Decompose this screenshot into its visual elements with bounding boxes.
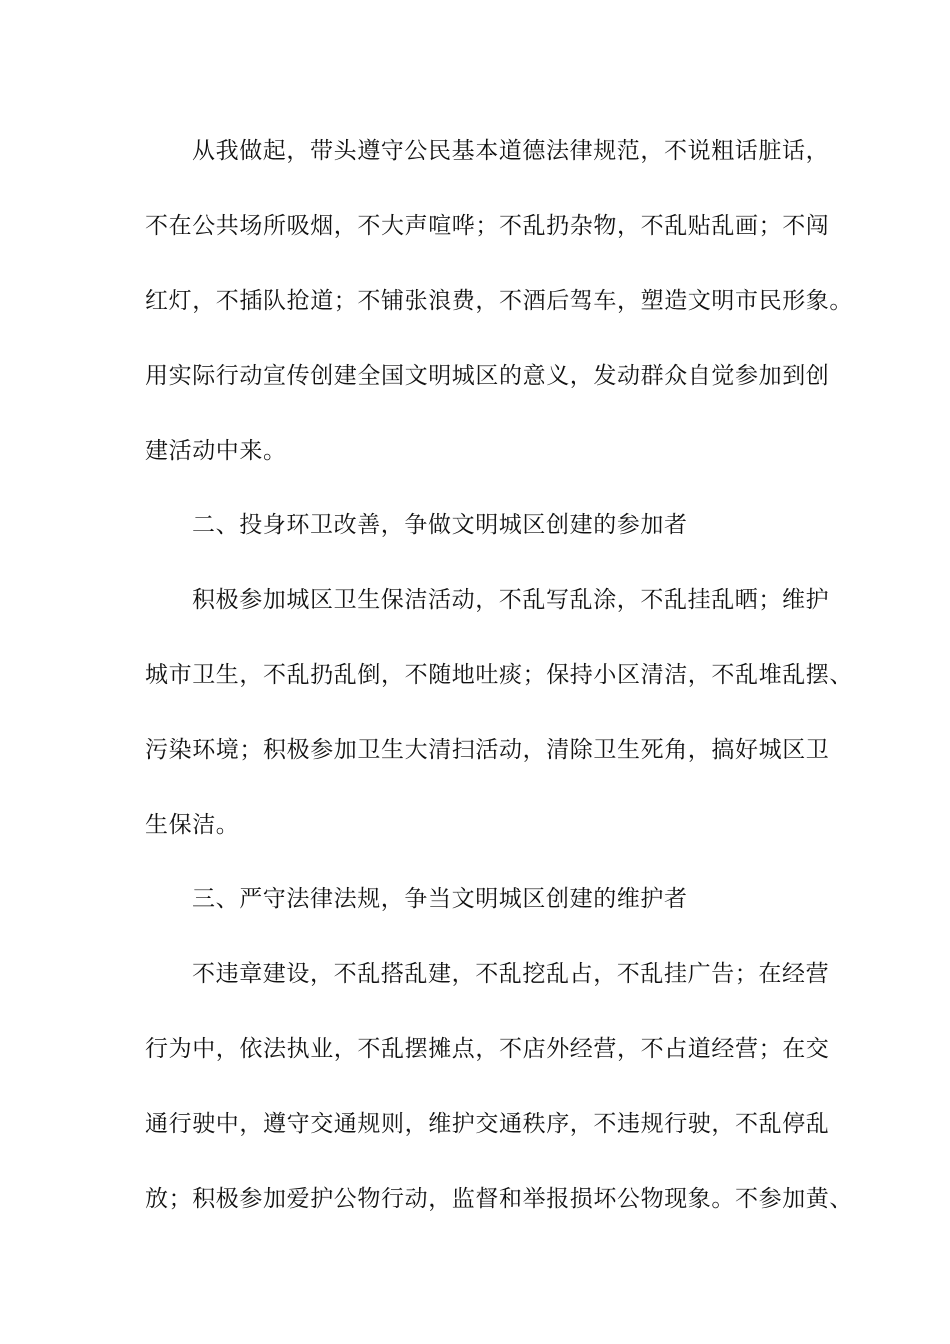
- paragraph-1-line-2: 不在公共场所吸烟，不大声喧哗；不乱扔杂物，不乱贴乱画；不闯: [145, 213, 830, 239]
- section-heading-2: 二、投身环卫改善，争做文明城区创建的参加者: [192, 512, 688, 538]
- paragraph-2-line-1: 积极参加城区卫生保洁活动，不乱写乱涂，不乱挂乱晒；维护: [192, 587, 830, 613]
- paragraph-3-line-3: 通行驶中，遵守交通规则，维护交通秩序，不违规行驶，不乱停乱: [145, 1111, 830, 1137]
- paragraph-1-line-1: 从我做起，带头遵守公民基本道德法律规范，不说粗话脏话，: [192, 138, 830, 164]
- section-heading-3: 三、严守法律法规，争当文明城区创建的维护者: [192, 886, 688, 912]
- paragraph-2-line-4: 生保洁。: [145, 812, 240, 838]
- paragraph-1-line-4: 用实际行动宣传创建全国文明城区的意义，发动群众自觉参加到创: [145, 363, 830, 389]
- paragraph-3-line-4: 放；积极参加爱护公物行动，监督和举报损坏公物现象。不参加黄、: [145, 1186, 853, 1212]
- paragraph-3-line-2: 行为中，依法执业，不乱摆摊点，不店外经营，不占道经营；在交: [145, 1036, 830, 1062]
- paragraph-2-line-3: 污染环境；积极参加卫生大清扫活动，清除卫生死角，搞好城区卫: [145, 737, 830, 763]
- paragraph-2-line-2: 城市卫生，不乱扔乱倒，不随地吐痰；保持小区清洁，不乱堆乱摆、: [145, 662, 853, 688]
- paragraph-1-line-3: 红灯，不插队抢道；不铺张浪费，不酒后驾车，塑造文明市民形象。: [145, 288, 853, 314]
- paragraph-1-line-5: 建活动中来。: [145, 438, 287, 464]
- paragraph-3-line-1: 不违章建设，不乱搭乱建，不乱挖乱占，不乱挂广告；在经营: [192, 961, 830, 987]
